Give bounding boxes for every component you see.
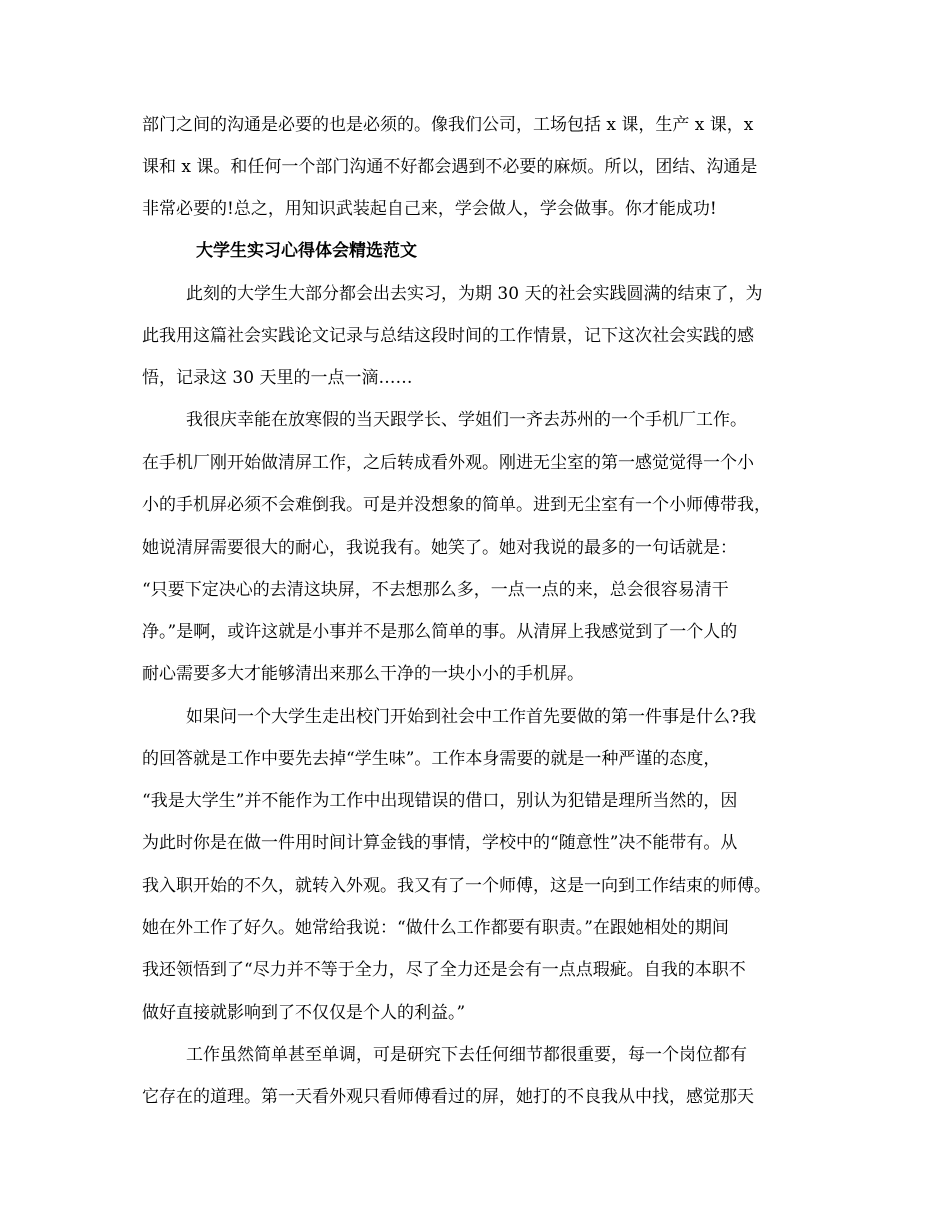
text-line: 课和 x 课。和任何一个部门沟通不好都会遇到不必要的麻烦。所以，团结、沟通是 <box>142 157 758 177</box>
text-line: 耐心需要多大才能够清出来那么干净的一块小小的手机屏。 <box>142 664 584 684</box>
text-line: 她说清屏需要很大的耐心，我说我有。她笑了。她对我说的最多的一句话就是： <box>142 538 737 558</box>
text-line: 非常必要的!总之，用知识武装起自己来，学会做人，学会做事。你才能成功! <box>142 199 717 219</box>
text-line: 它存在的道理。第一天看外观只看师傅看过的屏，她打的不良我从中找，感觉那天 <box>142 1087 754 1107</box>
text-line: 我还领悟到了“尽力并不等于全力，尽了全力还是会有一点点瑕疵。自我的本职不 <box>142 960 746 980</box>
text-line: 如果问一个大学生走出校门开始到社会中工作首先要做的第一件事是什么?我 <box>186 707 757 727</box>
text-line: 在手机厂刚开始做清屏工作，之后转成看外观。刚进无尘室的第一感觉觉得一个小 <box>142 453 754 473</box>
text-line: 做好直接就影响到了不仅仅是个人的利益。” <box>142 1003 466 1023</box>
text-line: 工作虽然简单甚至单调，可是研究下去任何细节都很重要，每一个岗位都有 <box>186 1045 747 1065</box>
text-line: 为此时你是在做一件用时间计算金钱的事情，学校中的“随意性”决不能带有。从 <box>142 833 738 853</box>
text-line: 的回答就是工作中要先去掉“学生味”。工作本身需要的就是一种严谨的态度， <box>142 749 721 769</box>
text-line: 我很庆幸能在放寒假的当天跟学长、学姐们一齐去苏州的一个手机厂工作。 <box>186 410 747 430</box>
text-line: 净。”是啊，或许这就是小事并不是那么简单的事。从清屏上我感觉到了一个人的 <box>142 622 738 642</box>
text-line: 我入职开始的不久，就转入外观。我又有了一个师傅，这是一向到工作结束的师傅。 <box>142 876 771 896</box>
text-line: “我是大学生”并不能作为工作中出现错误的借口，别认为犯错是理所当然的，因 <box>142 791 738 811</box>
text-line: 悟，记录这 30 天里的一点一滴…… <box>142 368 413 388</box>
text-line: 此刻的大学生大部分都会出去实习，为期 30 天的社会实践圆满的结束了，为 <box>186 284 763 304</box>
section-heading: 大学生实习心得体会精选范文 <box>196 241 417 261</box>
text-line: 部门之间的沟通是必要的也是必须的。像我们公司，工场包括 x 课，生产 x 课，x <box>142 115 754 135</box>
text-line: 此我用这篇社会实践论文记录与总结这段时间的工作情景，记下这次社会实践的感 <box>142 326 754 346</box>
text-line: “只要下定决心的去清这块屏，不去想那么多，一点一点的来，总会很容易清干 <box>142 580 729 600</box>
text-line: 小的手机屏必须不会难倒我。可是并没想象的简单。进到无尘室有一个小师傅带我， <box>142 495 771 515</box>
text-line: 她在外工作了好久。她常给我说：“做什么工作都要有职责。”在跟她相处的期间 <box>142 918 729 938</box>
